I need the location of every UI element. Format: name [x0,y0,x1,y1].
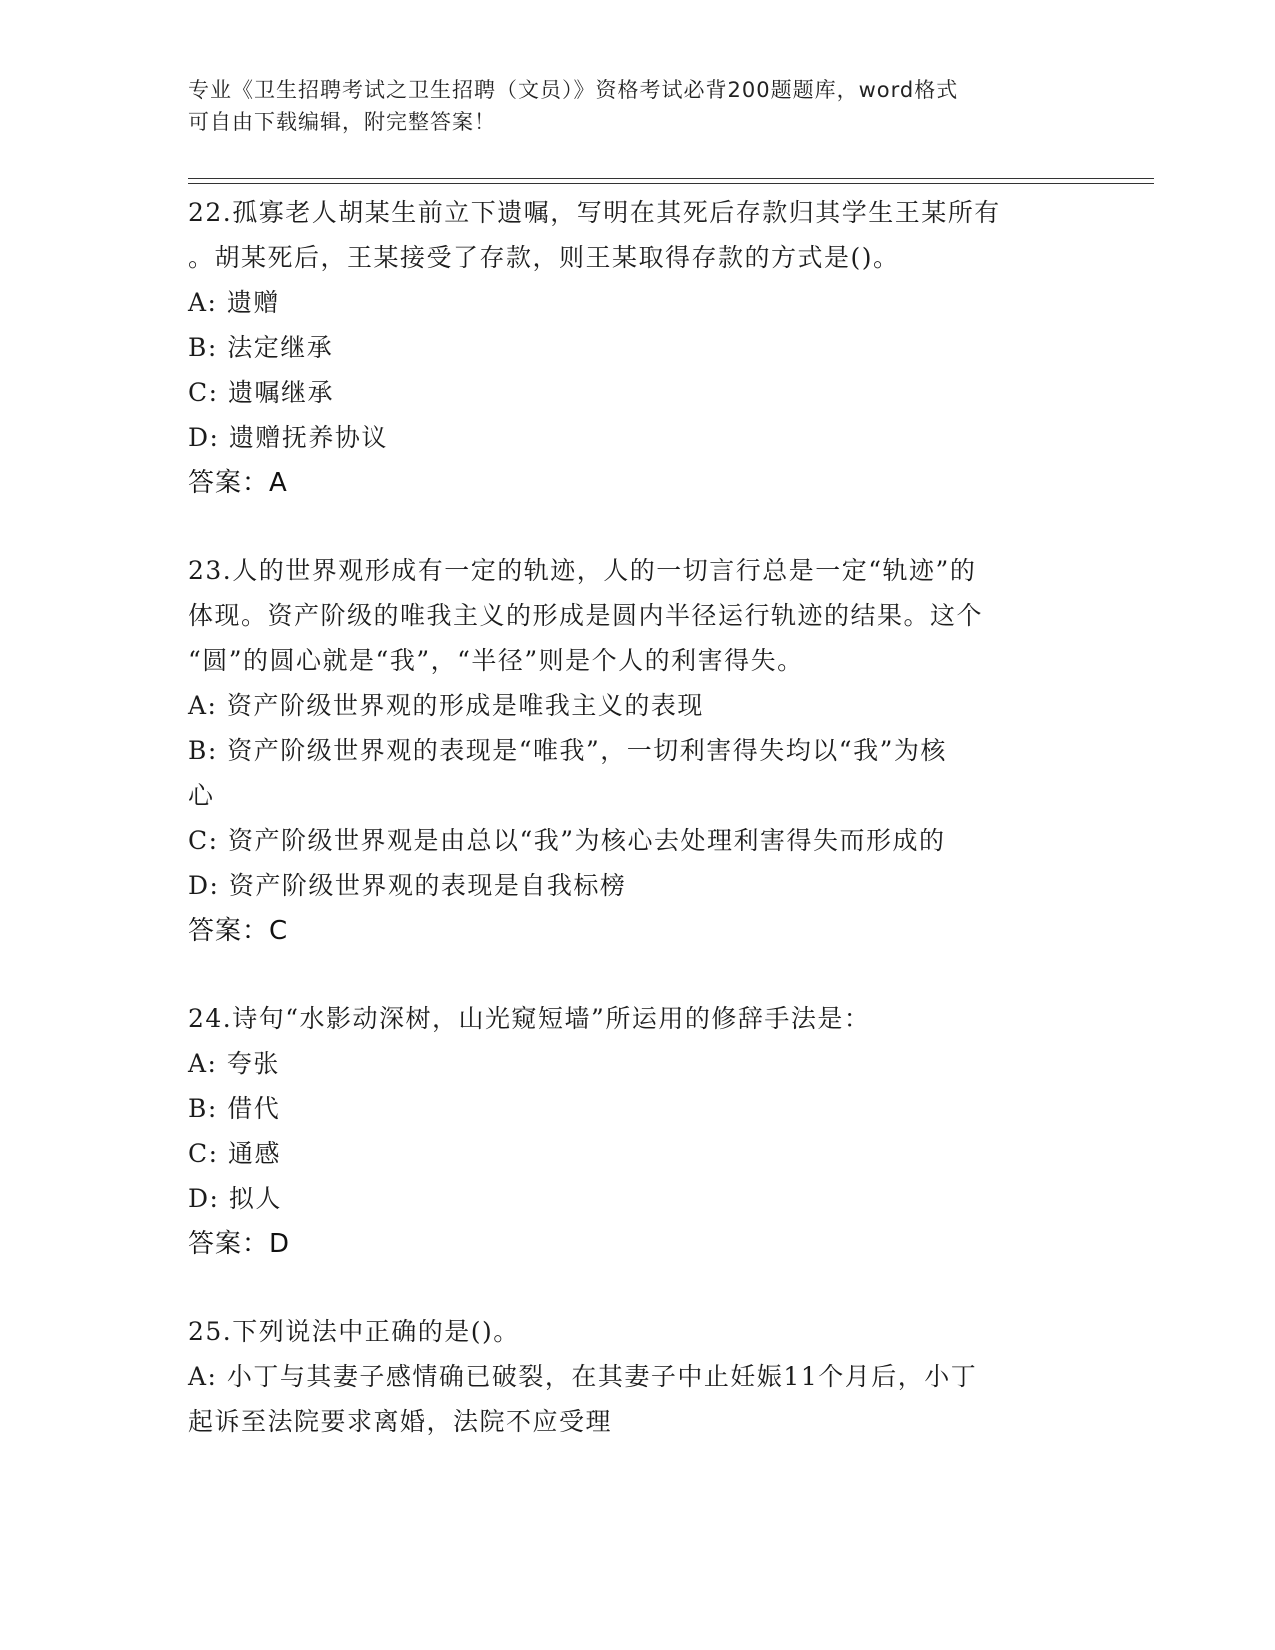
answer-option-line: 起诉至法院要求离婚，法院不应受理 [188,1407,613,1436]
answer-option [188,818,1088,863]
answer-key: 答案：A [188,468,288,498]
answer-option-line: D: 遗赠抚养协议 [188,423,388,452]
question-block [188,996,1088,1267]
answer-option-line: C: 资产阶级世界观是由总以“我”为核心去处理利害得失而形成的 [188,826,946,855]
question-list [188,190,1088,1444]
question-text [188,996,1088,1041]
answer-option [188,325,1088,370]
answer-option-line: A: 资产阶级世界观的形成是唯我主义的表现 [188,691,704,720]
answer-option [188,370,1088,415]
answer-option [188,1131,1088,1176]
question-spacer [188,954,1088,996]
header-line-2: 可自由下载编辑，附完整答案！ [188,110,496,134]
answer-option [188,415,1088,460]
question-text-line: 。胡某死后，王某接受了存款，则王某取得存款的方式是()。 [188,243,900,272]
answer-key: 答案：D [188,1229,291,1259]
question-text [188,190,1088,280]
answer-option [188,1086,1088,1131]
question-text-line: 22.孤寡老人胡某生前立下遗嘱，写明在其死后存款归其学生王某所有 [188,198,1001,227]
header-divider-top [188,178,1154,179]
question-block [188,1309,1088,1444]
answer-option [188,280,1088,325]
answer-option-line: B: 资产阶级世界观的表现是“唯我”，一切利害得失均以“我”为核 [188,736,947,765]
answer-option [188,683,1088,728]
question-text [188,1309,1088,1354]
question-text-line: “圆”的圆心就是“我”，“半径”则是个人的利害得失。 [188,646,804,675]
answer-option-line: B: 借代 [188,1094,281,1123]
answer-option [188,1176,1088,1221]
question-block [188,190,1088,506]
answer-option-line: A: 夸张 [188,1049,280,1078]
answer-option [188,863,1088,908]
header-divider-bottom [188,183,1154,184]
answer-key: 答案：C [188,916,289,946]
answer-option-line: C: 遗嘱继承 [188,378,334,407]
question-text-line: 23.人的世界观形成有一定的轨迹，人的一切言行总是一定“轨迹”的 [188,556,977,585]
answer-option [188,728,1088,818]
answer-option-line: D: 资产阶级世界观的表现是自我标榜 [188,871,627,900]
answer-option-line: B: 法定继承 [188,333,334,362]
question-spacer [188,506,1088,548]
answer-option [188,1354,1088,1444]
question-block [188,548,1088,954]
answer-option-line: A: 小丁与其妻子感情确已破裂，在其妻子中止妊娠11个月后，小丁 [188,1362,978,1391]
header-line-1: 专业《卫生招聘考试之卫生招聘（文员）》资格考试必背200题题库，word格式 [188,78,959,102]
question-text-line: 25.下列说法中正确的是()。 [188,1317,520,1346]
answer-option-line: A: 遗赠 [188,288,280,317]
answer-option-line: C: 通感 [188,1139,281,1168]
answer-option-line: D: 拟人 [188,1184,282,1213]
question-text [188,548,1088,683]
answer-option-line: 心 [188,781,215,810]
question-text-line: 体现。资产阶级的唯我主义的形成是圆内半径运行轨迹的结果。这个 [188,601,984,630]
document-header [188,74,1088,138]
question-spacer [188,1267,1088,1309]
question-text-line: 24.诗句“水影动深树，山光窥短墙”所运用的修辞手法是： [188,1004,871,1033]
answer-option [188,1041,1088,1086]
